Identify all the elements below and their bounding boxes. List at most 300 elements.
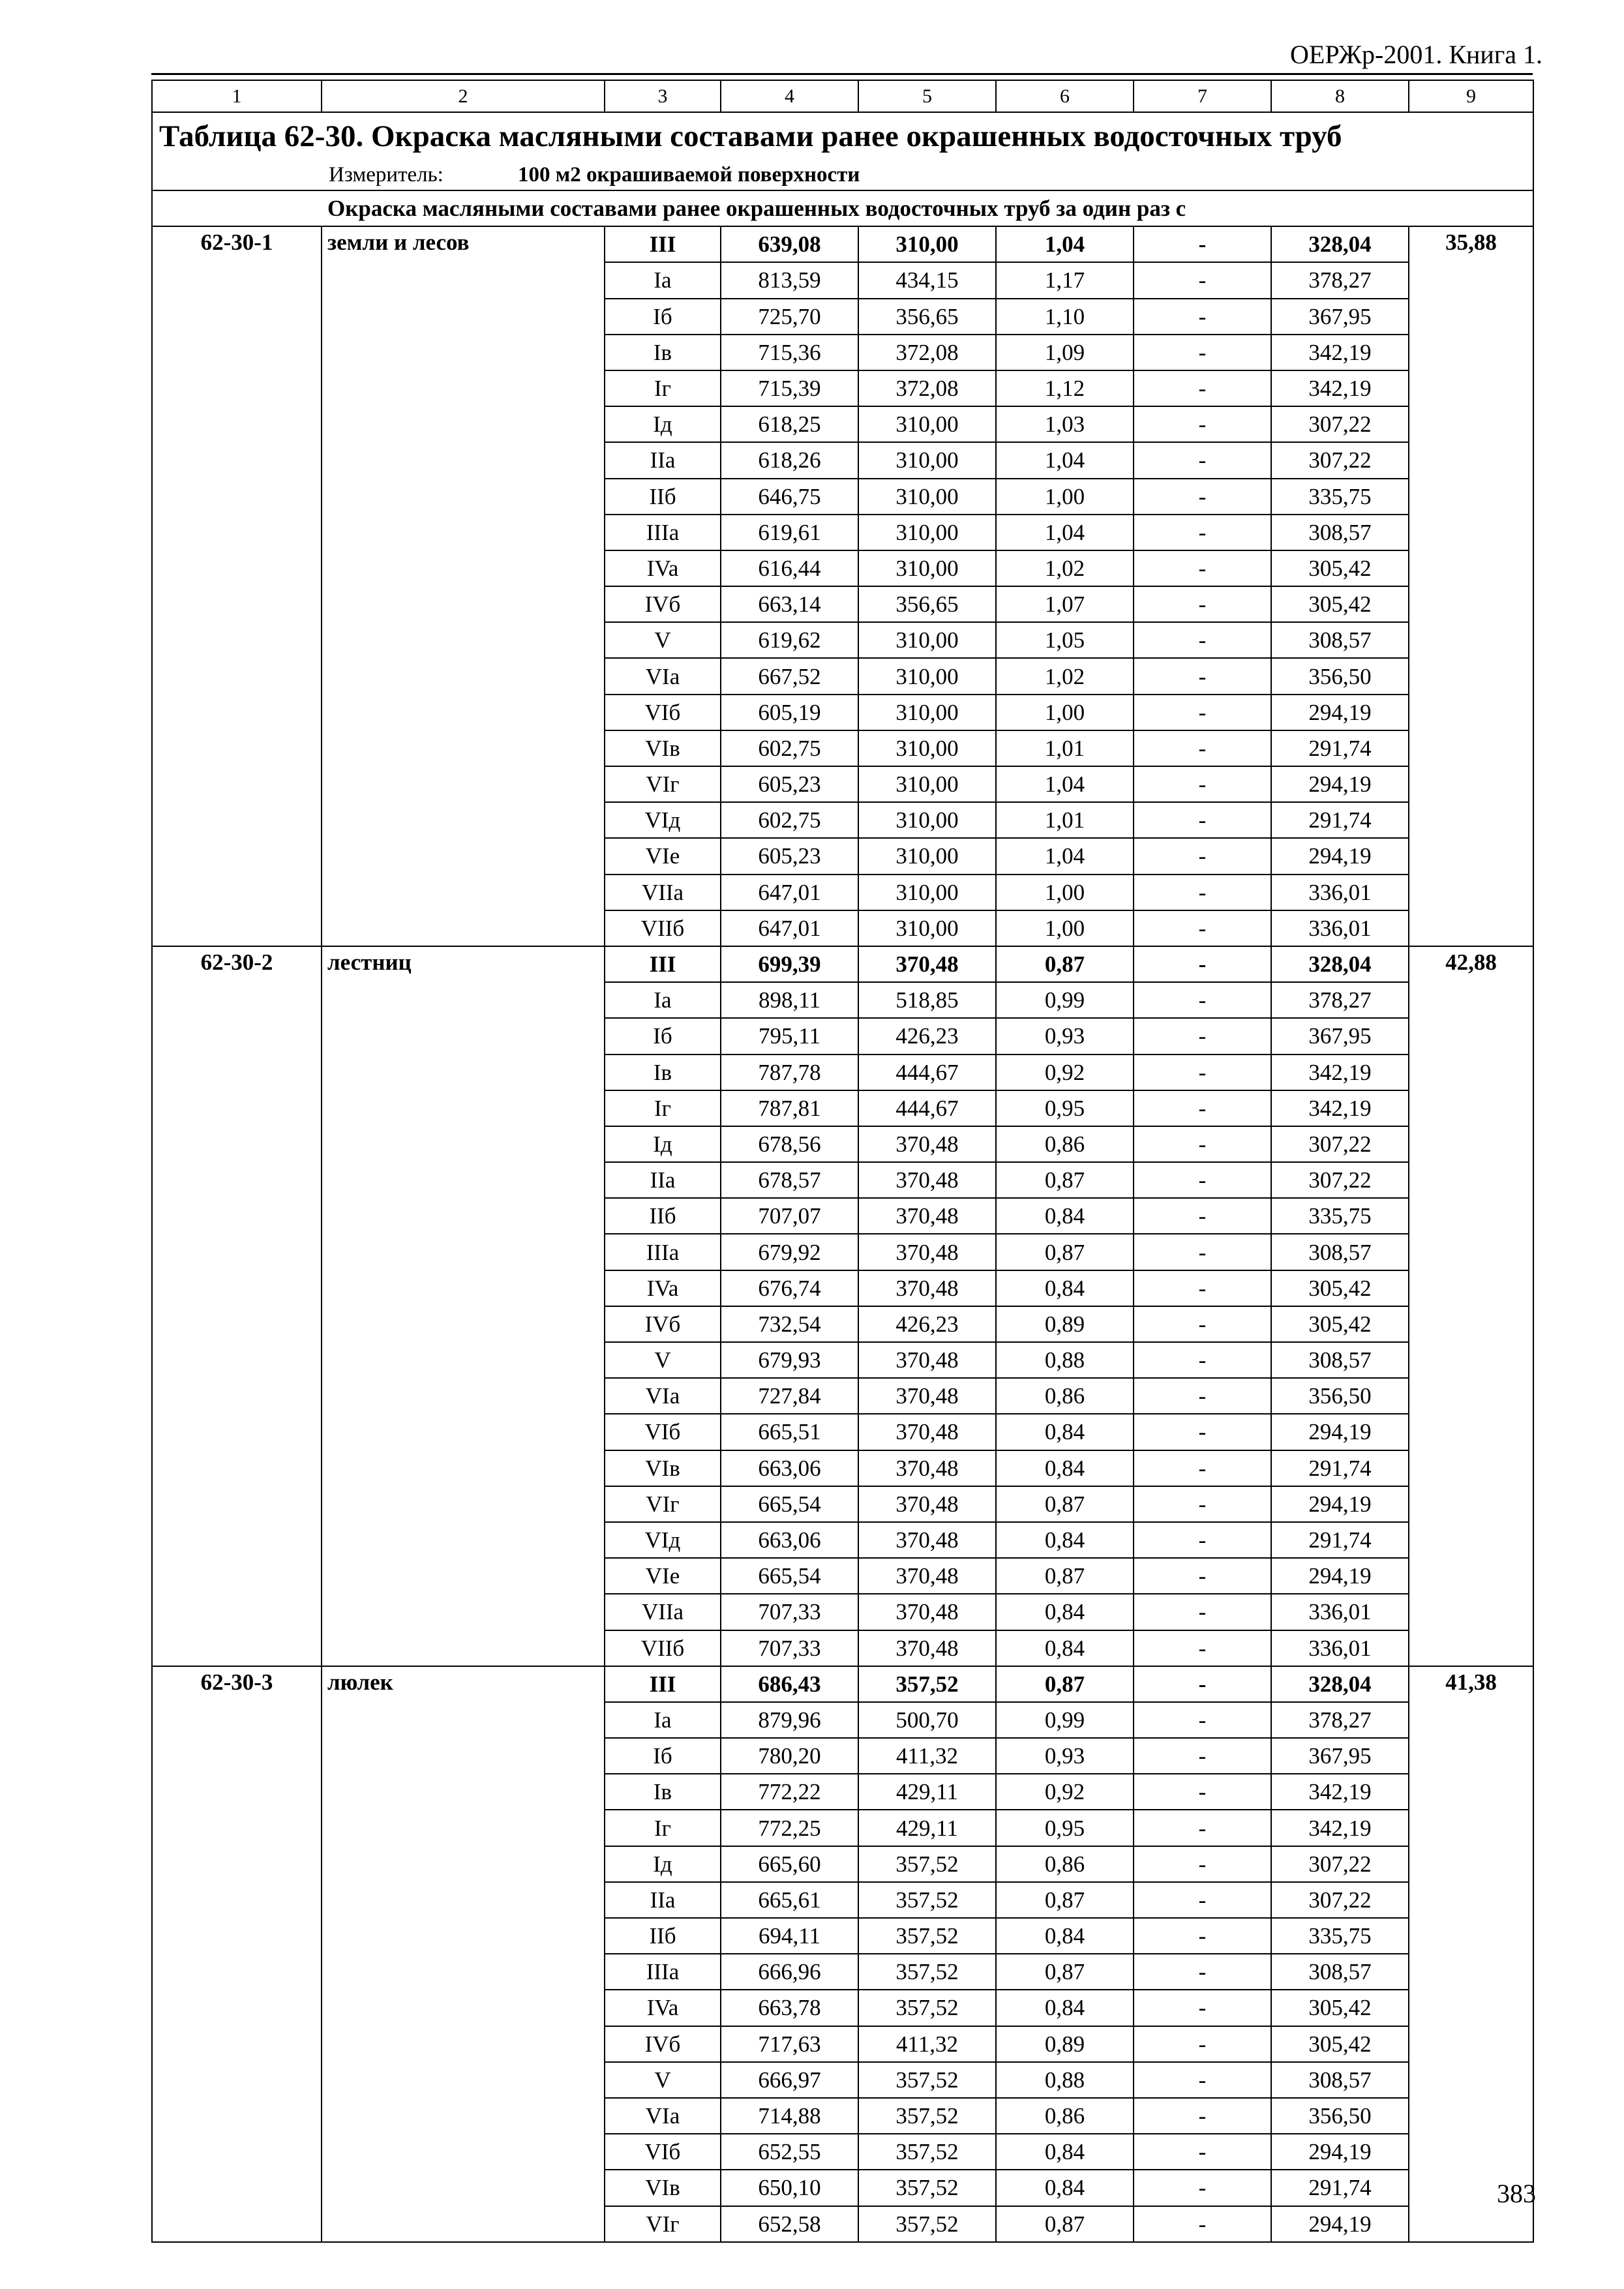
region-cell: IIa [605, 1882, 721, 1918]
machine-cost-cell: 0,87 [996, 946, 1134, 982]
labor-wage-cell: 357,52 [858, 1954, 996, 1990]
labor-wage-cell: 357,52 [858, 1882, 996, 1918]
direct-cost-cell: 772,22 [721, 1774, 858, 1810]
region-cell: Iг [605, 1090, 721, 1126]
driver-wage-cell: - [1134, 766, 1271, 802]
direct-cost-cell: 647,01 [721, 875, 858, 910]
machine-cost-cell: 0,88 [996, 2062, 1134, 2098]
direct-cost-cell: 727,84 [721, 1378, 858, 1414]
labor-wage-cell: 370,48 [858, 946, 996, 982]
measure-cell [152, 160, 1533, 190]
labor-wage-cell: 370,48 [858, 1630, 996, 1666]
region-cell: V [605, 1342, 721, 1378]
materials-cell: 308,57 [1271, 2062, 1409, 2098]
labor-wage-cell: 310,00 [858, 838, 996, 874]
direct-cost-cell: 699,39 [721, 946, 858, 982]
machine-cost-cell: 0,84 [996, 1522, 1134, 1558]
region-cell: VIa [605, 658, 721, 694]
direct-cost-cell: 602,75 [721, 730, 858, 766]
driver-wage-cell: - [1134, 875, 1271, 910]
direct-cost-cell: 652,55 [721, 2134, 858, 2170]
machine-cost-cell: 1,07 [996, 586, 1134, 622]
direct-cost-cell: 666,96 [721, 1954, 858, 1990]
labor-wage-cell: 370,48 [858, 1414, 996, 1450]
region-cell: Ia [605, 262, 721, 298]
labor-hours-total: 42,88 [1409, 946, 1533, 1666]
materials-cell: 307,22 [1271, 406, 1409, 442]
materials-cell: 356,50 [1271, 658, 1409, 694]
materials-cell: 291,74 [1271, 1450, 1409, 1486]
labor-wage-cell: 518,85 [858, 982, 996, 1018]
machine-cost-cell: 1,04 [996, 442, 1134, 478]
direct-cost-cell: 665,61 [721, 1882, 858, 1918]
driver-wage-cell: - [1134, 1055, 1271, 1090]
machine-cost-cell: 0,87 [996, 1882, 1134, 1918]
machine-cost-cell: 1,17 [996, 262, 1134, 298]
column-number: 6 [996, 80, 1134, 112]
direct-cost-cell: 650,10 [721, 2170, 858, 2206]
materials-cell: 342,19 [1271, 1090, 1409, 1126]
materials-cell: 342,19 [1271, 1810, 1409, 1846]
table-body [152, 80, 1533, 2242]
direct-cost-cell: 663,14 [721, 586, 858, 622]
driver-wage-cell: - [1134, 1702, 1271, 1738]
labor-wage-cell: 426,23 [858, 1306, 996, 1342]
labor-wage-cell: 310,00 [858, 406, 996, 442]
column-number: 3 [605, 80, 721, 112]
driver-wage-cell: - [1134, 695, 1271, 730]
direct-cost-cell: 618,25 [721, 406, 858, 442]
direct-cost-cell: 665,60 [721, 1846, 858, 1882]
machine-cost-cell: 1,10 [996, 299, 1134, 335]
machine-cost-cell: 0,84 [996, 1990, 1134, 2026]
machine-cost-cell: 0,89 [996, 1306, 1134, 1342]
driver-wage-cell: - [1134, 2170, 1271, 2206]
page-number: 383 [1497, 2179, 1536, 2208]
direct-cost-cell: 605,19 [721, 695, 858, 730]
driver-wage-cell: - [1134, 1774, 1271, 1810]
materials-cell: 328,04 [1271, 946, 1409, 982]
region-cell: VIIa [605, 1594, 721, 1630]
labor-wage-cell: 444,67 [858, 1055, 996, 1090]
driver-wage-cell: - [1134, 1198, 1271, 1234]
direct-cost-cell: 605,23 [721, 766, 858, 802]
machine-cost-cell: 1,00 [996, 695, 1134, 730]
materials-cell: 336,01 [1271, 1594, 1409, 1630]
labor-wage-cell: 356,65 [858, 586, 996, 622]
machine-cost-cell: 0,84 [996, 1918, 1134, 1954]
machine-cost-cell: 1,09 [996, 335, 1134, 370]
labor-wage-cell: 370,48 [858, 1162, 996, 1198]
section-title: Окраска масляными составами ранее окрашенных водосточных труб за один раз с [152, 190, 1533, 226]
driver-wage-cell: - [1134, 299, 1271, 335]
driver-wage-cell: - [1134, 226, 1271, 262]
machine-cost-cell: 1,01 [996, 802, 1134, 838]
driver-wage-cell: - [1134, 1738, 1271, 1774]
machine-cost-cell: 0,93 [996, 1018, 1134, 1054]
driver-wage-cell: - [1134, 622, 1271, 658]
driver-wage-cell: - [1134, 2062, 1271, 2098]
materials-cell: 367,95 [1271, 299, 1409, 335]
region-cell: VIб [605, 695, 721, 730]
region-cell: IVa [605, 1270, 721, 1306]
region-cell: Iв [605, 335, 721, 370]
region-cell: IIa [605, 442, 721, 478]
labor-wage-cell: 372,08 [858, 370, 996, 406]
materials-cell: 307,22 [1271, 1882, 1409, 1918]
column-number: 5 [858, 80, 996, 112]
driver-wage-cell: - [1134, 1342, 1271, 1378]
driver-wage-cell: - [1134, 1522, 1271, 1558]
column-number-row [152, 80, 1533, 112]
region-cell: IIб [605, 1198, 721, 1234]
region-cell: VIг [605, 1486, 721, 1522]
materials-cell: 294,19 [1271, 695, 1409, 730]
materials-cell: 328,04 [1271, 226, 1409, 262]
work-name: земли и лесов [322, 226, 605, 946]
driver-wage-cell: - [1134, 1846, 1271, 1882]
direct-cost-cell: 619,61 [721, 515, 858, 550]
machine-cost-cell: 0,99 [996, 1702, 1134, 1738]
materials-cell: 308,57 [1271, 1234, 1409, 1270]
region-cell: Iб [605, 1018, 721, 1054]
direct-cost-cell: 619,62 [721, 622, 858, 658]
direct-cost-cell: 795,11 [721, 1018, 858, 1054]
region-cell: VIIб [605, 1630, 721, 1666]
labor-wage-cell: 310,00 [858, 766, 996, 802]
measure-value: 100 м2 окрашиваемой поверхности [518, 162, 860, 187]
direct-cost-cell: 663,78 [721, 1990, 858, 2026]
materials-cell: 308,57 [1271, 1342, 1409, 1378]
region-cell: Iв [605, 1774, 721, 1810]
machine-cost-cell: 0,84 [996, 1450, 1134, 1486]
region-cell: VIa [605, 2098, 721, 2134]
direct-cost-cell: 663,06 [721, 1450, 858, 1486]
materials-cell: 291,74 [1271, 730, 1409, 766]
region-cell: Iб [605, 1738, 721, 1774]
direct-cost-cell: 772,25 [721, 1810, 858, 1846]
machine-cost-cell: 0,95 [996, 1090, 1134, 1126]
labor-wage-cell: 356,65 [858, 299, 996, 335]
direct-cost-cell: 639,08 [721, 226, 858, 262]
table-row [152, 226, 1533, 262]
labor-wage-cell: 411,32 [858, 2026, 996, 2062]
direct-cost-cell: 707,33 [721, 1594, 858, 1630]
direct-cost-cell: 686,43 [721, 1666, 858, 1702]
region-cell: VIб [605, 1414, 721, 1450]
labor-wage-cell: 370,48 [858, 1450, 996, 1486]
materials-cell: 305,42 [1271, 2026, 1409, 2062]
materials-cell: 305,42 [1271, 1270, 1409, 1306]
materials-cell: 294,19 [1271, 1414, 1409, 1450]
driver-wage-cell: - [1134, 335, 1271, 370]
measure-label: Измеритель: [329, 162, 444, 187]
direct-cost-cell: 602,75 [721, 802, 858, 838]
machine-cost-cell: 1,04 [996, 515, 1134, 550]
rates-table [151, 80, 1534, 2243]
labor-wage-cell: 310,00 [858, 442, 996, 478]
table-title: Таблица 62-30. Окраска масляными составами ранее окрашенных водосточных труб [152, 112, 1533, 160]
region-cell: VIe [605, 838, 721, 874]
machine-cost-cell: 1,12 [996, 370, 1134, 406]
direct-cost-cell: 787,81 [721, 1090, 858, 1126]
machine-cost-cell: 0,86 [996, 1378, 1134, 1414]
labor-wage-cell: 310,00 [858, 875, 996, 910]
materials-cell: 342,19 [1271, 370, 1409, 406]
labor-wage-cell: 310,00 [858, 695, 996, 730]
machine-cost-cell: 1,04 [996, 766, 1134, 802]
driver-wage-cell: - [1134, 1234, 1271, 1270]
labor-wage-cell: 372,08 [858, 335, 996, 370]
driver-wage-cell: - [1134, 406, 1271, 442]
column-number: 9 [1409, 80, 1533, 112]
machine-cost-cell: 1,00 [996, 479, 1134, 515]
region-cell: V [605, 2062, 721, 2098]
materials-cell: 378,27 [1271, 982, 1409, 1018]
region-cell: IVa [605, 550, 721, 586]
direct-cost-cell: 678,57 [721, 1162, 858, 1198]
region-cell: VIe [605, 1558, 721, 1594]
materials-cell: 336,01 [1271, 875, 1409, 910]
materials-cell: 305,42 [1271, 1306, 1409, 1342]
region-cell: VIв [605, 730, 721, 766]
region-cell: VIг [605, 766, 721, 802]
direct-cost-cell: 678,56 [721, 1126, 858, 1162]
machine-cost-cell: 0,95 [996, 1810, 1134, 1846]
column-number: 7 [1134, 80, 1271, 112]
table-row [152, 1666, 1533, 1702]
materials-cell: 367,95 [1271, 1018, 1409, 1054]
labor-wage-cell: 357,52 [858, 2134, 996, 2170]
labor-hours-total: 35,88 [1409, 226, 1533, 946]
machine-cost-cell: 0,87 [996, 1558, 1134, 1594]
region-cell: Ia [605, 1702, 721, 1738]
materials-cell: 305,42 [1271, 1990, 1409, 2026]
direct-cost-cell: 707,33 [721, 1630, 858, 1666]
labor-wage-cell: 310,00 [858, 479, 996, 515]
direct-cost-cell: 665,54 [721, 1558, 858, 1594]
machine-cost-cell: 1,02 [996, 550, 1134, 586]
machine-cost-cell: 0,87 [996, 2206, 1134, 2242]
machine-cost-cell: 1,03 [996, 406, 1134, 442]
labor-wage-cell: 310,00 [858, 550, 996, 586]
driver-wage-cell: - [1134, 910, 1271, 946]
materials-cell: 307,22 [1271, 1162, 1409, 1198]
driver-wage-cell: - [1134, 658, 1271, 694]
labor-wage-cell: 357,52 [858, 1666, 996, 1702]
measure-row [152, 160, 1533, 190]
labor-wage-cell: 370,48 [858, 1378, 996, 1414]
materials-cell: 356,50 [1271, 1378, 1409, 1414]
column-number: 1 [152, 80, 322, 112]
labor-wage-cell: 310,00 [858, 730, 996, 766]
direct-cost-cell: 732,54 [721, 1306, 858, 1342]
region-cell: III [605, 1666, 721, 1702]
region-cell: Iб [605, 299, 721, 335]
materials-cell: 291,74 [1271, 802, 1409, 838]
materials-cell: 294,19 [1271, 1558, 1409, 1594]
driver-wage-cell: - [1134, 1378, 1271, 1414]
direct-cost-cell: 605,23 [721, 838, 858, 874]
driver-wage-cell: - [1134, 1630, 1271, 1666]
labor-wage-cell: 357,52 [858, 1918, 996, 1954]
labor-wage-cell: 357,52 [858, 1846, 996, 1882]
labor-wage-cell: 370,48 [858, 1234, 996, 1270]
driver-wage-cell: - [1134, 1486, 1271, 1522]
region-cell: III [605, 226, 721, 262]
materials-cell: 294,19 [1271, 766, 1409, 802]
labor-wage-cell: 310,00 [858, 622, 996, 658]
driver-wage-cell: - [1134, 1414, 1271, 1450]
machine-cost-cell: 1,02 [996, 658, 1134, 694]
region-cell: VIa [605, 1378, 721, 1414]
driver-wage-cell: - [1134, 1558, 1271, 1594]
region-cell: IVб [605, 2026, 721, 2062]
direct-cost-cell: 616,44 [721, 550, 858, 586]
machine-cost-cell: 0,92 [996, 1055, 1134, 1090]
driver-wage-cell: - [1134, 1918, 1271, 1954]
region-cell: VIв [605, 1450, 721, 1486]
driver-wage-cell: - [1134, 1306, 1271, 1342]
column-number: 2 [322, 80, 605, 112]
labor-wage-cell: 310,00 [858, 226, 996, 262]
region-cell: Iд [605, 1846, 721, 1882]
region-cell: Iд [605, 1126, 721, 1162]
materials-cell: 305,42 [1271, 586, 1409, 622]
driver-wage-cell: - [1134, 1990, 1271, 2026]
header-rule [151, 73, 1533, 75]
driver-wage-cell: - [1134, 515, 1271, 550]
machine-cost-cell: 1,00 [996, 910, 1134, 946]
direct-cost-cell: 652,58 [721, 2206, 858, 2242]
driver-wage-cell: - [1134, 1018, 1271, 1054]
materials-cell: 335,75 [1271, 1918, 1409, 1954]
title-row [152, 112, 1533, 160]
machine-cost-cell: 1,04 [996, 838, 1134, 874]
driver-wage-cell: - [1134, 479, 1271, 515]
labor-wage-cell: 370,48 [858, 1522, 996, 1558]
machine-cost-cell: 0,84 [996, 1594, 1134, 1630]
labor-wage-cell: 434,15 [858, 262, 996, 298]
direct-cost-cell: 787,78 [721, 1055, 858, 1090]
region-cell: III [605, 946, 721, 982]
materials-cell: 294,19 [1271, 1486, 1409, 1522]
machine-cost-cell: 0,84 [996, 2134, 1134, 2170]
region-cell: IVб [605, 586, 721, 622]
driver-wage-cell: - [1134, 442, 1271, 478]
section-row [152, 190, 1533, 226]
direct-cost-cell: 665,54 [721, 1486, 858, 1522]
labor-wage-cell: 370,48 [858, 1126, 996, 1162]
labor-wage-cell: 310,00 [858, 658, 996, 694]
region-cell: IIIa [605, 1234, 721, 1270]
rate-code: 62-30-1 [152, 226, 322, 946]
machine-cost-cell: 0,86 [996, 1846, 1134, 1882]
direct-cost-cell: 898,11 [721, 982, 858, 1018]
materials-cell: 342,19 [1271, 1774, 1409, 1810]
driver-wage-cell: - [1134, 2098, 1271, 2134]
materials-cell: 308,57 [1271, 1954, 1409, 1990]
book-header: ОЕРЖр-2001. Книга 1. [1290, 40, 1542, 69]
direct-cost-cell: 694,11 [721, 1918, 858, 1954]
labor-wage-cell: 357,52 [858, 2206, 996, 2242]
machine-cost-cell: 0,87 [996, 1954, 1134, 1990]
labor-wage-cell: 500,70 [858, 1702, 996, 1738]
region-cell: V [605, 622, 721, 658]
driver-wage-cell: - [1134, 1090, 1271, 1126]
labor-wage-cell: 429,11 [858, 1774, 996, 1810]
labor-wage-cell: 357,52 [858, 2170, 996, 2206]
materials-cell: 342,19 [1271, 335, 1409, 370]
machine-cost-cell: 0,87 [996, 1234, 1134, 1270]
region-cell: VIг [605, 2206, 721, 2242]
driver-wage-cell: - [1134, 550, 1271, 586]
driver-wage-cell: - [1134, 586, 1271, 622]
labor-hours-total: 41,38 [1409, 1666, 1533, 2242]
labor-wage-cell: 310,00 [858, 802, 996, 838]
region-cell: VIд [605, 1522, 721, 1558]
materials-cell: 342,19 [1271, 1055, 1409, 1090]
materials-cell: 367,95 [1271, 1738, 1409, 1774]
driver-wage-cell: - [1134, 262, 1271, 298]
labor-wage-cell: 411,32 [858, 1738, 996, 1774]
region-cell: Iг [605, 1810, 721, 1846]
materials-cell: 305,42 [1271, 550, 1409, 586]
machine-cost-cell: 0,84 [996, 2170, 1134, 2206]
labor-wage-cell: 310,00 [858, 515, 996, 550]
materials-cell: 336,01 [1271, 910, 1409, 946]
driver-wage-cell: - [1134, 730, 1271, 766]
region-cell: IIIa [605, 1954, 721, 1990]
driver-wage-cell: - [1134, 1666, 1271, 1702]
materials-cell: 308,57 [1271, 515, 1409, 550]
direct-cost-cell: 717,63 [721, 2026, 858, 2062]
machine-cost-cell: 0,99 [996, 982, 1134, 1018]
materials-cell: 294,19 [1271, 2206, 1409, 2242]
driver-wage-cell: - [1134, 1810, 1271, 1846]
driver-wage-cell: - [1134, 1882, 1271, 1918]
driver-wage-cell: - [1134, 1954, 1271, 1990]
direct-cost-cell: 780,20 [721, 1738, 858, 1774]
machine-cost-cell: 0,84 [996, 1630, 1134, 1666]
labor-wage-cell: 357,52 [858, 1990, 996, 2026]
labor-wage-cell: 370,48 [858, 1558, 996, 1594]
direct-cost-cell: 666,97 [721, 2062, 858, 2098]
work-name: люлек [322, 1666, 605, 2242]
work-name: лестниц [322, 946, 605, 1666]
driver-wage-cell: - [1134, 1162, 1271, 1198]
driver-wage-cell: - [1134, 370, 1271, 406]
region-cell: IVa [605, 1990, 721, 2026]
direct-cost-cell: 679,93 [721, 1342, 858, 1378]
region-cell: Iд [605, 406, 721, 442]
driver-wage-cell: - [1134, 2206, 1271, 2242]
direct-cost-cell: 715,39 [721, 370, 858, 406]
region-cell: IIIa [605, 515, 721, 550]
region-cell: IIa [605, 1162, 721, 1198]
materials-cell: 307,22 [1271, 442, 1409, 478]
driver-wage-cell: - [1134, 802, 1271, 838]
machine-cost-cell: 0,86 [996, 1126, 1134, 1162]
labor-wage-cell: 444,67 [858, 1090, 996, 1126]
materials-cell: 291,74 [1271, 1522, 1409, 1558]
driver-wage-cell: - [1134, 1126, 1271, 1162]
column-number: 8 [1271, 80, 1409, 112]
column-number: 4 [721, 80, 858, 112]
labor-wage-cell: 357,52 [858, 2098, 996, 2134]
labor-wage-cell: 426,23 [858, 1018, 996, 1054]
driver-wage-cell: - [1134, 1594, 1271, 1630]
